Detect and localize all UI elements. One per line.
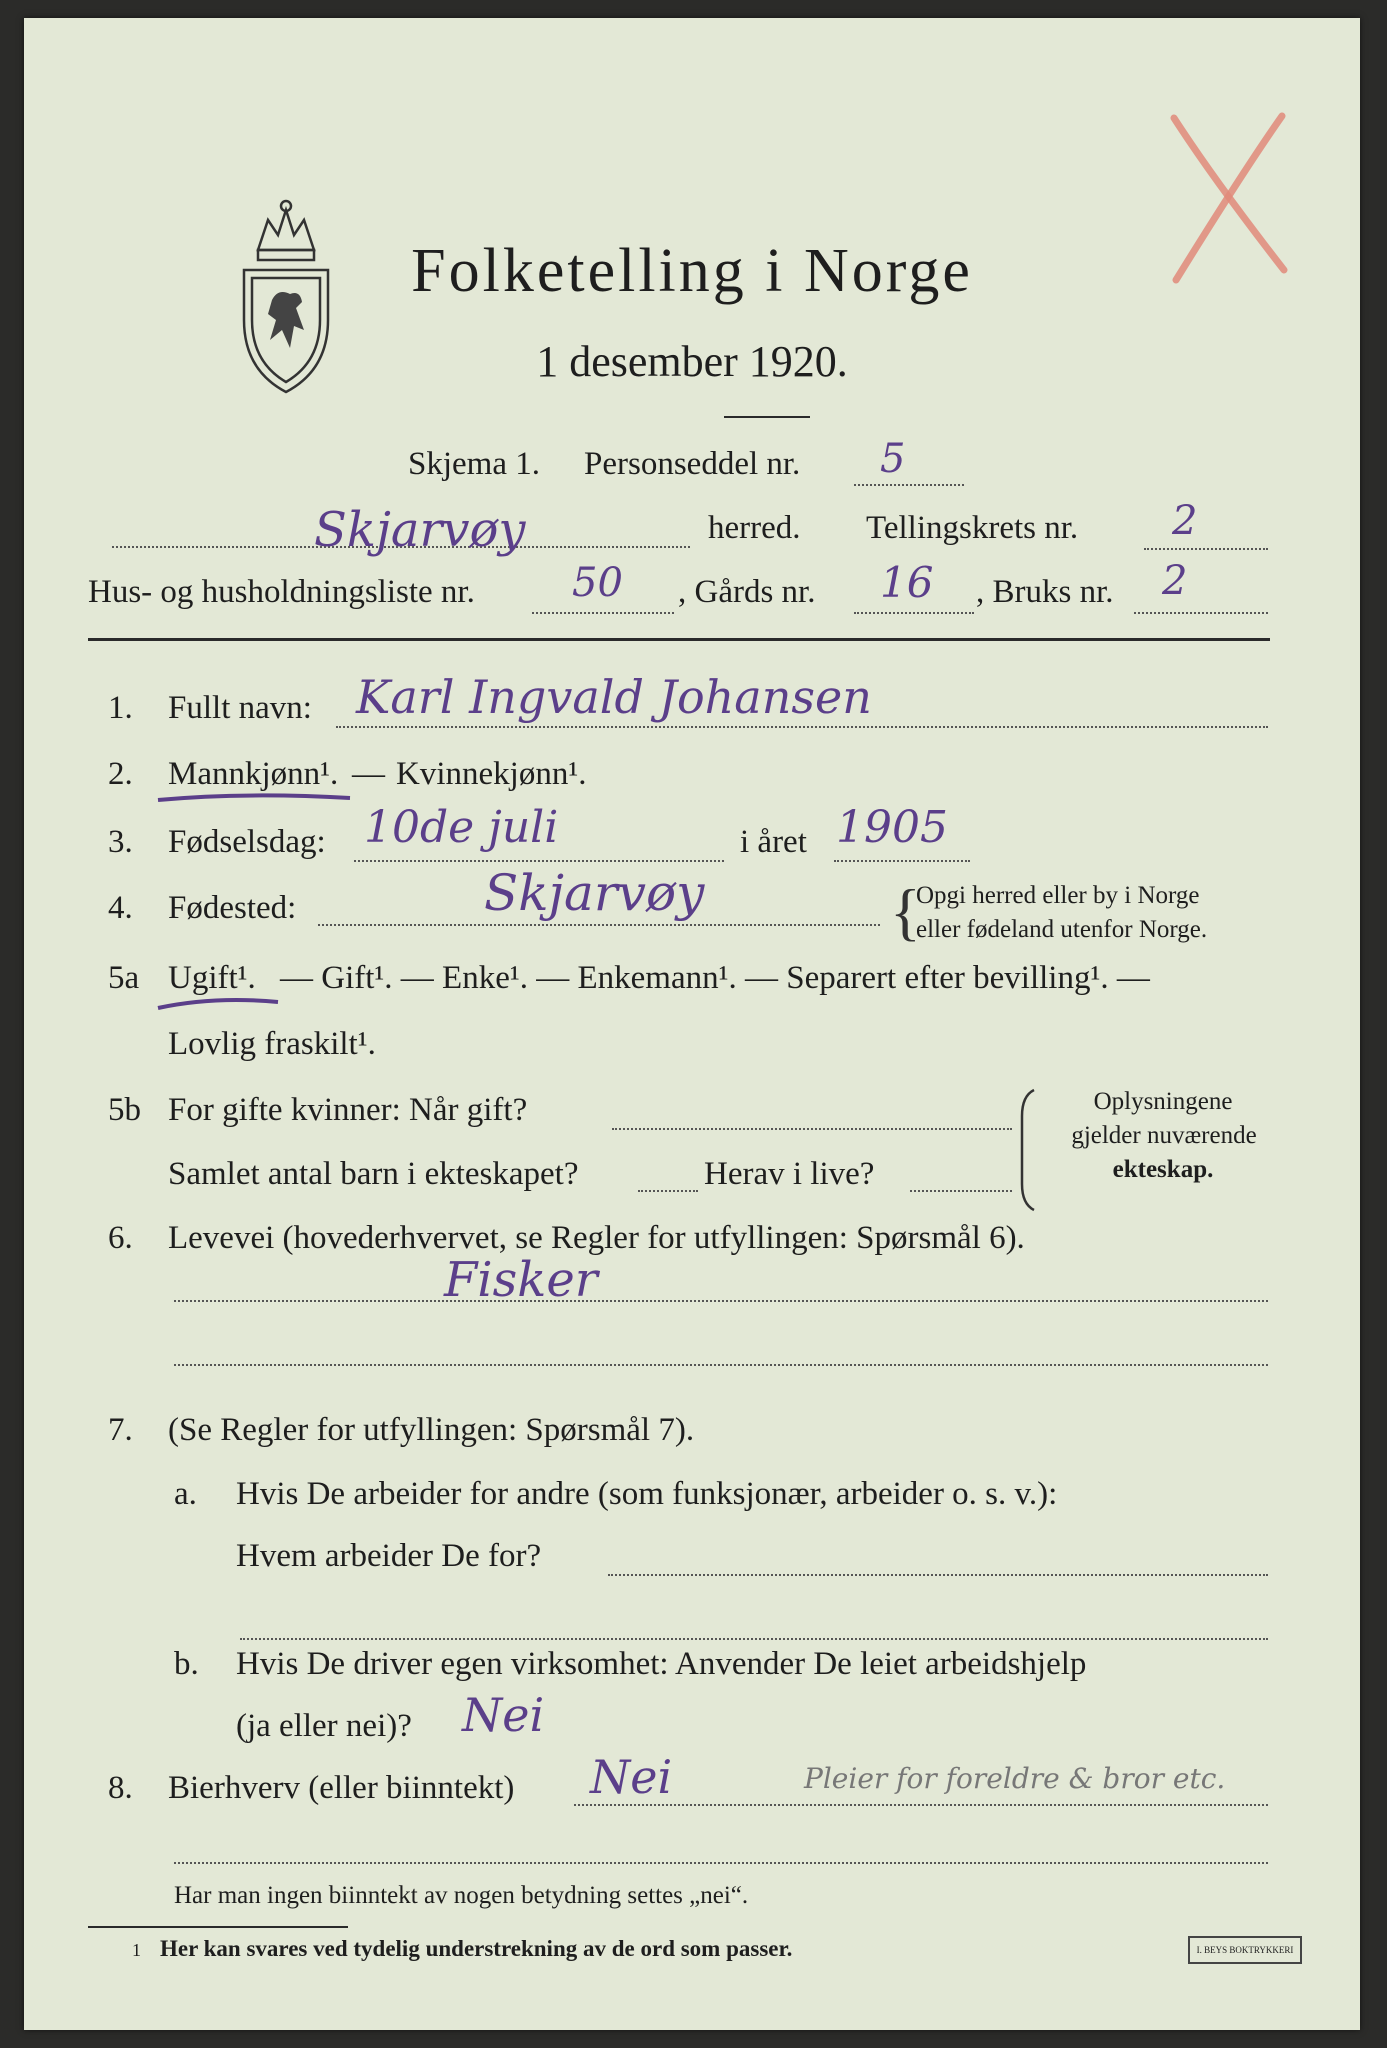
title-divider [724, 416, 810, 418]
q2-number: 2. [108, 756, 133, 792]
q1-full-name: Karl Ingvald Johansen [356, 670, 872, 724]
ugift-underline-mark [154, 990, 284, 1016]
hus-label: Hus- og husholdningsliste nr. [88, 574, 475, 610]
male-underline-mark [154, 788, 354, 808]
q1-number: 1. [108, 690, 133, 726]
q3-year: 1905 [836, 802, 948, 853]
form-date: 1 desember 1920. [536, 337, 848, 386]
q2-female: Kvinnekjønn¹. [396, 756, 587, 792]
q7-label: (Se Regler for utfyllingen: Spørsmål 7). [168, 1412, 695, 1448]
q8-answer: Nei [590, 1750, 673, 1804]
footer-note: Har man ingen biinntekt av nogen betydning settes „nei“. [174, 1882, 749, 1909]
q7a-number: a. [174, 1476, 197, 1512]
q4-brace: { [890, 876, 921, 947]
footnote-text: Her kan svares ved tydelig understrekning av de ord som passer. [160, 1936, 793, 1961]
personseddel-label: Personseddel nr. [584, 446, 801, 482]
bruks-value: 2 [1162, 558, 1188, 604]
tellingskrets-label: Tellingskrets nr. [866, 510, 1079, 546]
q5a-ugift: Ugift¹. [168, 960, 256, 996]
q4-birthplace: Skjarvøy [484, 864, 705, 922]
hus-value: 50 [572, 560, 623, 606]
personseddel-value: 5 [880, 436, 906, 482]
skjema-label: Skjema 1. [408, 446, 540, 482]
q5b-label2: Samlet antal barn i ekteskapet? [168, 1156, 579, 1192]
q5b-bracket [1018, 1086, 1038, 1214]
gards-value: 16 [880, 558, 934, 607]
q6-label: Levevei (hovederhvervet, se Regler for utfyllingen: Spørsmål 6). [168, 1220, 1025, 1256]
q8-number: 8. [108, 1770, 133, 1806]
q5a-line2: Lovlig fraskilt¹. [168, 1026, 376, 1062]
q3-number: 3. [108, 824, 133, 860]
q7a-line1: Hvis De arbeider for andre (som funksjonær, arbeider o. s. v.): [236, 1476, 1058, 1512]
tellingskrets-value: 2 [1172, 498, 1198, 544]
q7b-line1: Hvis De driver egen virksomhet: Anvender De leiet arbeidshjelp [236, 1646, 1087, 1682]
bruks-label: , Bruks nr. [976, 574, 1114, 610]
footnote-mark: 1 [132, 1940, 141, 1960]
herred-label: herred. [708, 510, 801, 546]
q5b-label3: Herav i live? [704, 1156, 875, 1192]
q8-pencil-note: Pleier for foreldre & bror etc. [804, 1762, 1226, 1795]
q3-year-label: i året [740, 824, 807, 860]
gards-label: , Gårds nr. [678, 574, 816, 610]
q5b-note-line2: gjelder nuværende [1071, 1122, 1257, 1149]
q3-label: Fødselsdag: [168, 824, 326, 860]
q5b-note-line1: Oplysningene [1093, 1088, 1233, 1115]
q5b-note-line3: ekteskap. [1112, 1156, 1214, 1183]
q7b-number: b. [174, 1646, 199, 1682]
q4-note-line1: Opgi herred eller by i Norge [916, 882, 1200, 909]
q5b-label1: For gifte kvinner: Når gift? [168, 1092, 528, 1128]
q1-label: Fullt navn: [168, 690, 312, 726]
q8-label: Bierhverv (eller biinntekt) [168, 1770, 515, 1806]
printer-stamp: I. BEYS BOKTRYKKERI [1188, 1936, 1302, 1964]
q3-birthday: 10de juli [364, 802, 559, 853]
q5b-number: 5b [108, 1092, 141, 1128]
q6-number: 6. [108, 1220, 133, 1256]
q6-occupation: Fisker [444, 1252, 598, 1308]
q7b-line2: (ja eller nei)? [236, 1708, 412, 1744]
q5a-options: — Gift¹. — Enke¹. — Enkemann¹. — Separert efter bevilling¹. — [280, 960, 1150, 996]
q5a-number: 5a [108, 960, 140, 996]
footnote-rule [88, 1926, 348, 1928]
q4-label: Fødested: [168, 890, 297, 926]
q2-dash: — [352, 756, 385, 792]
q4-number: 4. [108, 890, 133, 926]
q2-male: Mannkjønn¹. [168, 756, 339, 792]
herred-value: Skjarvøy [314, 502, 526, 558]
q7b-answer: Nei [462, 1688, 545, 1742]
census-form [24, 18, 1360, 2030]
q7-number: 7. [108, 1412, 133, 1448]
form-title: Folketelling i Norge [411, 237, 973, 305]
q4-note-line2: eller fødeland utenfor Norge. [916, 916, 1208, 943]
q7a-line2: Hvem arbeider De for? [236, 1538, 542, 1574]
header-rule [88, 638, 1270, 641]
